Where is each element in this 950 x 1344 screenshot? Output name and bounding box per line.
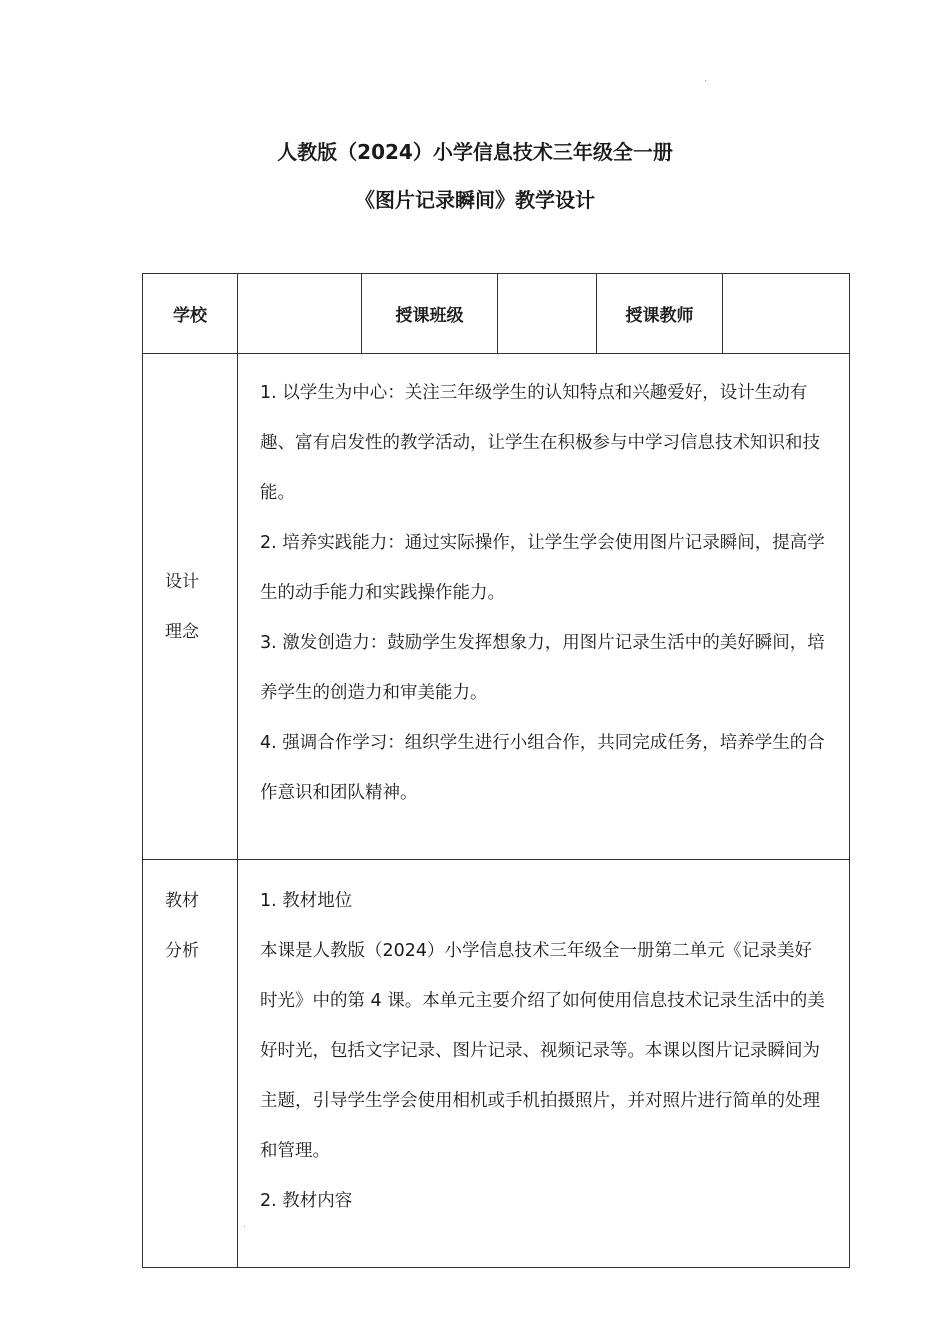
design-idea-paragraph: 1. 以学生为中心：关注三年级学生的认知特点和兴趣爱好，设计生动有趣、富有启发性的教学活动，让学生在积极参与中学习信息技术知识和技能。 — [260, 383, 820, 503]
school-value — [238, 274, 362, 354]
design-idea-row — [143, 354, 850, 860]
design-idea-paragraph: 2. 培养实践能力：通过实际操作，让学生学会使用图片记录瞬间，提高学生的动手能力和实践操作能力。 — [260, 533, 825, 603]
design-idea-content — [238, 354, 850, 860]
page-mark-top — [705, 80, 706, 81]
document-subtitle: 《图片记录瞬间》教学设计 — [355, 188, 595, 212]
material-analysis-row — [143, 860, 850, 1268]
document-title: 人教版（2024）小学信息技术三年级全一册 — [277, 140, 673, 164]
class-value — [498, 274, 597, 354]
teacher-label: 授课教师 — [597, 274, 723, 354]
material-analysis-paragraph: 2. 教材内容 — [260, 1191, 353, 1211]
design-idea-label — [143, 354, 238, 860]
material-analysis-content — [238, 860, 850, 1268]
material-analysis-label — [143, 860, 238, 1268]
design-idea-paragraph: 4. 强调合作学习：组织学生进行小组合作，共同完成任务，培养学生的合作意识和团队精神。 — [260, 733, 825, 803]
school-label: 学校 — [143, 274, 238, 354]
design-idea-label-line2: 理念 — [165, 621, 199, 642]
material-analysis-paragraph: 1. 教材地位 — [260, 891, 353, 911]
lesson-design-table — [142, 273, 850, 1268]
class-label: 授课班级 — [362, 274, 498, 354]
material-analysis-label-line2: 分析 — [165, 941, 199, 961]
teacher-value — [723, 274, 850, 354]
design-idea-paragraph: 3. 激发创造力：鼓励学生发挥想象力，用图片记录生活中的美好瞬间，培养学生的创造力和审美能力。 — [260, 633, 825, 703]
material-analysis-label-line1: 教材 — [165, 891, 199, 911]
material-analysis-paragraph: 本课是人教版（2024）小学信息技术三年级全一册第二单元《记录美好时光》中的第 4 课。本单元主要介绍了如何使用信息技术记录生活中的美好时光，包括文字记录、图片记录、视频记录等。本课以图片记录瞬间为主题，引导学生学会使用相机或手机拍摄照片，并对照片进行简单的处理和管理。 — [260, 941, 825, 1161]
design-idea-label-line1: 设计 — [165, 571, 199, 592]
header-row — [143, 274, 850, 354]
